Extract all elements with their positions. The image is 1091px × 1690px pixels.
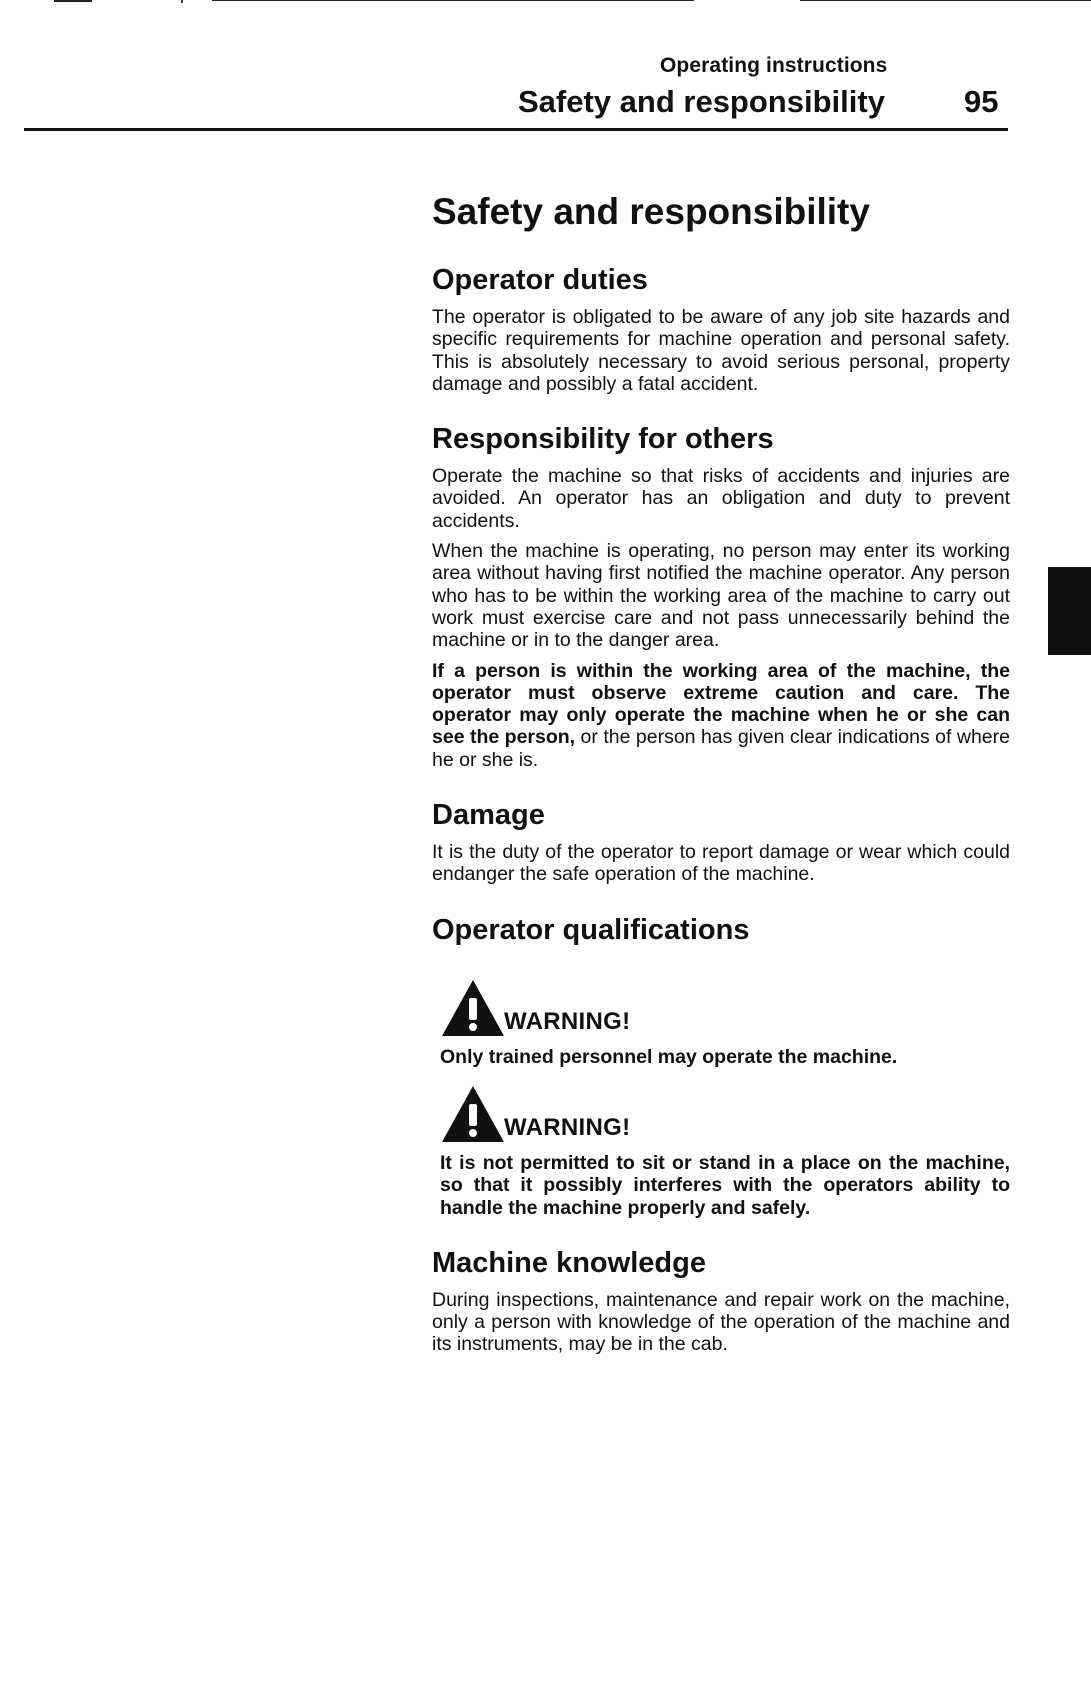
section-damage — [432, 797, 1010, 886]
scan-edge-line — [212, 0, 694, 1]
paragraph: When the machine is operating, no person may enter its working area without having first notified the machine operator. Any person who has to be within the working area of the machine to carry out work must exercise care and not pass unnecessarily behind the machine or in to the danger area. — [432, 540, 1010, 652]
section-operator-qualifications — [432, 912, 1010, 1219]
warning-triangle-icon — [440, 1084, 506, 1144]
warning-notice — [440, 976, 1010, 1068]
thumb-index-tab — [1048, 567, 1091, 655]
emphasis-text: If a person is within the working area of the machine, the operator must observe extreme caution and care. The operator may only operate the machine when he or she can see the person, — [432, 659, 1010, 749]
warning-notice — [440, 1082, 1010, 1219]
section-heading: Machine knowledge — [432, 1246, 706, 1279]
scan-edge-tick — [181, 0, 183, 3]
section-heading: Operator qualifications — [432, 913, 750, 946]
section-heading: Operator duties — [432, 264, 648, 296]
section-machine-knowledge — [432, 1245, 1010, 1356]
section-heading: Damage — [432, 799, 545, 832]
paragraph: Operate the machine so that risks of accidents and injuries are avoided. An operator has an obligation and duty to prevent accidents. — [432, 465, 1010, 532]
section-responsibility-for-others — [432, 421, 1010, 771]
warning-label: WARNING! — [504, 1113, 631, 1141]
header-rule — [24, 128, 1008, 131]
warning-header — [440, 1082, 1010, 1144]
paragraph: It is the duty of the operator to report damage or wear which could endanger the safe operation of the machine. — [432, 841, 1010, 886]
warning-text: Only trained personnel may operate the machine. — [440, 1045, 898, 1068]
page-title: Safety and responsibility — [432, 191, 870, 232]
warning-text: It is not permitted to sit or stand in a place on the machine, so that it possibly interferes with the operators ability to handle the machine properly and safely. — [440, 1151, 1010, 1219]
header-chapter-title: Safety and responsibility — [518, 84, 885, 119]
main-content — [432, 186, 1010, 1382]
header-section-label: Operating instructions — [660, 54, 888, 77]
section-heading: Responsibility for others — [432, 423, 774, 456]
warning-label: WARNING! — [504, 1007, 631, 1035]
scan-edge-line — [800, 0, 1091, 1]
paragraph-emphasis — [432, 660, 1010, 771]
page-number: 95 — [964, 84, 999, 119]
paragraph-text: or the person has given clear indications of where he or she is. — [432, 726, 1010, 771]
scan-edge-line — [54, 0, 92, 2]
warning-header — [440, 976, 1010, 1038]
section-operator-duties — [432, 262, 1010, 395]
paragraph: During inspections, maintenance and repair work on the machine, only a person with knowledge of the operation of the machine and its instruments, may be in the cab. — [432, 1288, 1010, 1356]
warning-triangle-icon — [440, 978, 506, 1038]
paragraph: The operator is obligated to be aware of any job site hazards and specific requirements for machine operation and personal safety. This is absolutely necessary to avoid serious personal, property damage and possibly a fatal accident. — [432, 306, 1010, 395]
